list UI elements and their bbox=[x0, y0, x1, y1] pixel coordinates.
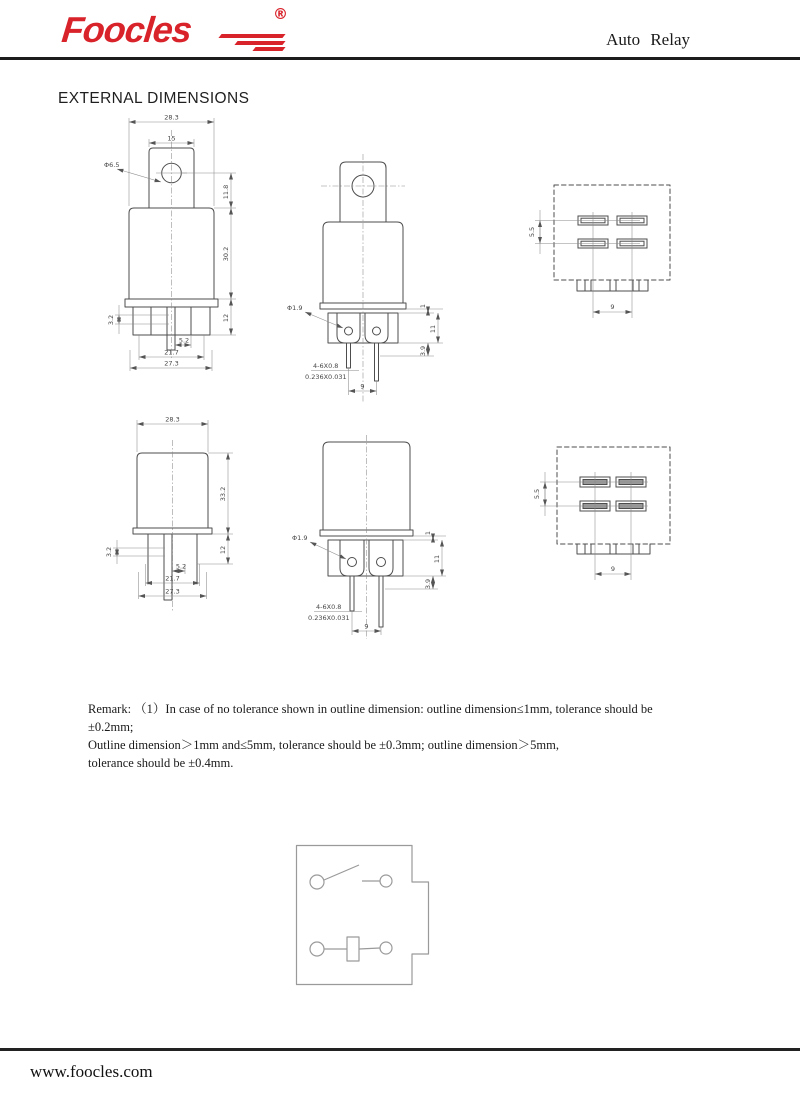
dim-pin-offset: 5.2 bbox=[175, 562, 187, 571]
wiring-schematic bbox=[295, 844, 430, 986]
dim-tab-width: 15 bbox=[167, 134, 176, 143]
dim-pin-hole-dia: Φ1.9 bbox=[287, 304, 303, 312]
contact-symbol bbox=[310, 865, 392, 889]
schematic-outline bbox=[297, 846, 429, 985]
dim-pin-tail: 3.9 bbox=[424, 578, 432, 590]
dimension-lines bbox=[113, 420, 233, 599]
remark-line-2: Outline dimension＞1mm and≤5mm, tolerance should be ±0.3mm; outline dimension＞5mm, bbox=[88, 738, 559, 753]
dim-hole-to-body: 11.8 bbox=[222, 184, 230, 200]
dim-pin-pitch: 9 bbox=[364, 622, 369, 631]
brand-logo-text: Foocles bbox=[59, 9, 194, 50]
remark-line-1: Remark: （1）In case of no tolerance shown in outline dimension: outline dimension≤1mm, tolerance should be ±0.2mm; bbox=[88, 702, 653, 735]
dimension-lines bbox=[540, 472, 648, 580]
dim-base-width: 27.3 bbox=[165, 587, 180, 596]
dim-base-height: 12 bbox=[222, 313, 230, 323]
dim-pin-size-mm: 4-6X0.8 bbox=[313, 362, 339, 370]
drawing-front-view-with-tab bbox=[283, 138, 478, 408]
dim-pin-size-in: 0.236X0.031 bbox=[308, 614, 350, 622]
dim-row-pitch: 5.5 bbox=[533, 488, 541, 500]
dim-pin-pitch: 9 bbox=[360, 382, 365, 391]
drawing-bottom-view-open bbox=[515, 172, 705, 324]
dim-pin-offset: 5.2 bbox=[178, 336, 190, 345]
document-title: Auto Relay bbox=[606, 30, 690, 49]
dim-pin-hole-dia: Φ1.9 bbox=[292, 534, 308, 542]
footer-website: www.foocles.com bbox=[30, 1062, 153, 1081]
dim-pin-size-mm: 4-6X0.8 bbox=[316, 603, 342, 611]
dim-base-step: 3.2 bbox=[105, 546, 113, 558]
dim-skirt-height: 11 bbox=[429, 324, 437, 334]
dim-pin-tail: 3.9 bbox=[419, 345, 427, 357]
dim-body-height: 33.2 bbox=[219, 486, 227, 502]
dim-pin-span: 21.7 bbox=[165, 574, 180, 583]
drawing-side-view-with-tab bbox=[103, 110, 268, 372]
drawing-front-view-plain bbox=[286, 427, 486, 647]
dim-skirt-height: 11 bbox=[433, 554, 441, 564]
dim-col-pitch: 9 bbox=[610, 565, 616, 573]
header-rule bbox=[0, 57, 800, 60]
dim-top-width: 28.3 bbox=[164, 113, 179, 122]
dimension-lines bbox=[535, 210, 640, 318]
outline bbox=[554, 185, 670, 291]
outline bbox=[557, 447, 670, 554]
dim-col-pitch: 9 bbox=[610, 303, 615, 311]
dim-gap: 1 bbox=[424, 530, 432, 536]
dim-pin-span: 21.7 bbox=[164, 348, 179, 357]
drawing-bottom-view-filled bbox=[522, 434, 712, 586]
dimension-labels bbox=[287, 304, 437, 391]
dim-base-height: 12 bbox=[219, 545, 227, 555]
dim-base-step: 3.2 bbox=[107, 314, 115, 326]
registered-trademark-icon: ® bbox=[273, 5, 288, 23]
section-title: EXTERNAL DIMENSIONS bbox=[58, 90, 250, 107]
dim-top-width: 28.3 bbox=[165, 415, 180, 424]
dim-pin-size-in: 0.236X0.031 bbox=[305, 373, 347, 381]
footer-rule bbox=[0, 1048, 800, 1051]
remark-line-3: tolerance should be ±0.4mm. bbox=[88, 756, 234, 771]
coil-symbol bbox=[310, 937, 392, 961]
dim-base-width: 27.3 bbox=[164, 359, 179, 368]
remark-block bbox=[88, 700, 668, 773]
drawing-side-view-plain bbox=[103, 412, 268, 622]
centerlines bbox=[156, 130, 190, 360]
dim-hole-dia: Φ6.5 bbox=[104, 161, 120, 169]
dim-gap: 1 bbox=[419, 303, 427, 309]
dimension-labels bbox=[105, 416, 227, 596]
dim-row-pitch: 5.5 bbox=[528, 226, 536, 238]
dim-body-height: 30.2 bbox=[222, 246, 230, 262]
